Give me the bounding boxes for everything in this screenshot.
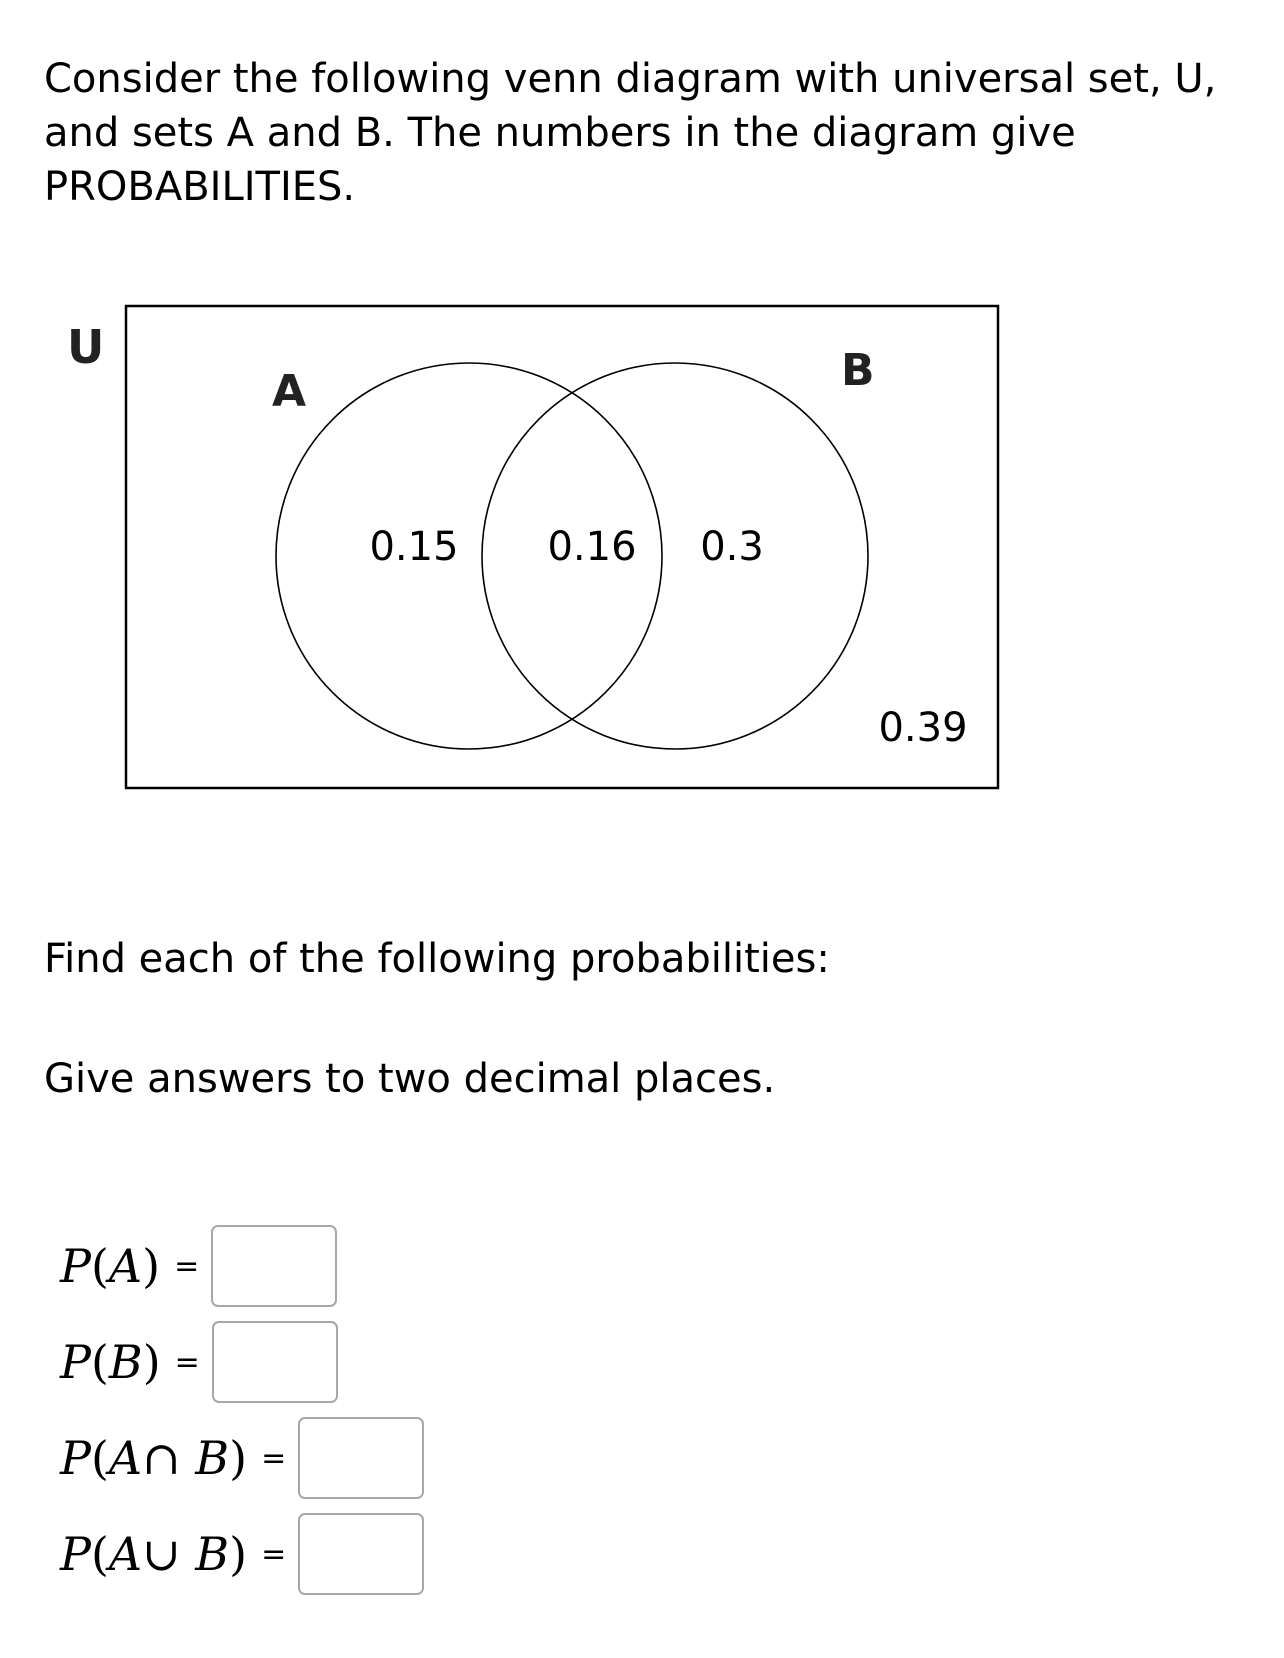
question-row-p-a — [60, 1222, 337, 1310]
precision-note: Give answers to two decimal places. — [44, 1056, 776, 1102]
q-arg: B — [108, 1335, 143, 1389]
universal-set-label: U — [67, 320, 105, 374]
q-arg: A∪ B — [108, 1527, 230, 1581]
problem-statement-line-3: PROBABILITIES. — [44, 164, 356, 210]
question-label-p-a-union-b — [60, 1527, 247, 1581]
answer-input-p-b[interactable] — [212, 1321, 338, 1403]
equals-sign: = — [261, 1536, 287, 1572]
question-label-p-b — [60, 1335, 161, 1389]
problem-statement-line-1: Consider the following venn diagram with universal set, U, — [44, 56, 1217, 102]
question-row-p-b — [60, 1318, 338, 1406]
question-label-p-a — [60, 1239, 160, 1293]
q-func: P — [60, 1239, 91, 1293]
q-paren-open: ( — [90, 1335, 109, 1389]
set-a-label: A — [272, 366, 307, 417]
q-paren-open: ( — [90, 1239, 109, 1293]
q-func: P — [60, 1431, 91, 1485]
question-row-p-a-union-b — [60, 1510, 424, 1598]
b-only-probability: 0.3 — [700, 524, 764, 570]
set-b-label: B — [841, 345, 875, 396]
equals-sign: = — [261, 1440, 287, 1476]
answer-input-p-a[interactable] — [211, 1225, 337, 1307]
q-paren-close: ) — [142, 1335, 161, 1389]
equals-sign: = — [174, 1248, 200, 1284]
q-paren-close: ) — [142, 1239, 161, 1293]
q-paren-open: ( — [90, 1527, 109, 1581]
q-arg: A∩ B — [108, 1431, 230, 1485]
q-func: P — [60, 1527, 91, 1581]
question-label-p-a-intersect-b — [60, 1431, 247, 1485]
find-prompt: Find each of the following probabilities: — [44, 936, 830, 982]
answer-input-p-a-union-b[interactable] — [298, 1513, 424, 1595]
q-arg: A — [108, 1239, 143, 1293]
intersection-probability: 0.16 — [547, 524, 637, 570]
problem-statement-line-2: and sets A and B. The numbers in the diagram give — [44, 110, 1076, 156]
answer-input-p-a-intersect-b[interactable] — [298, 1417, 424, 1499]
outside-probability: 0.39 — [878, 705, 968, 751]
q-func: P — [60, 1335, 91, 1389]
equals-sign: = — [174, 1344, 200, 1380]
q-paren-close: ) — [229, 1527, 248, 1581]
q-paren-open: ( — [90, 1431, 109, 1485]
set-b-circle — [482, 363, 868, 749]
a-only-probability: 0.15 — [369, 524, 459, 570]
q-paren-close: ) — [229, 1431, 248, 1485]
question-row-p-a-intersect-b — [60, 1414, 424, 1502]
